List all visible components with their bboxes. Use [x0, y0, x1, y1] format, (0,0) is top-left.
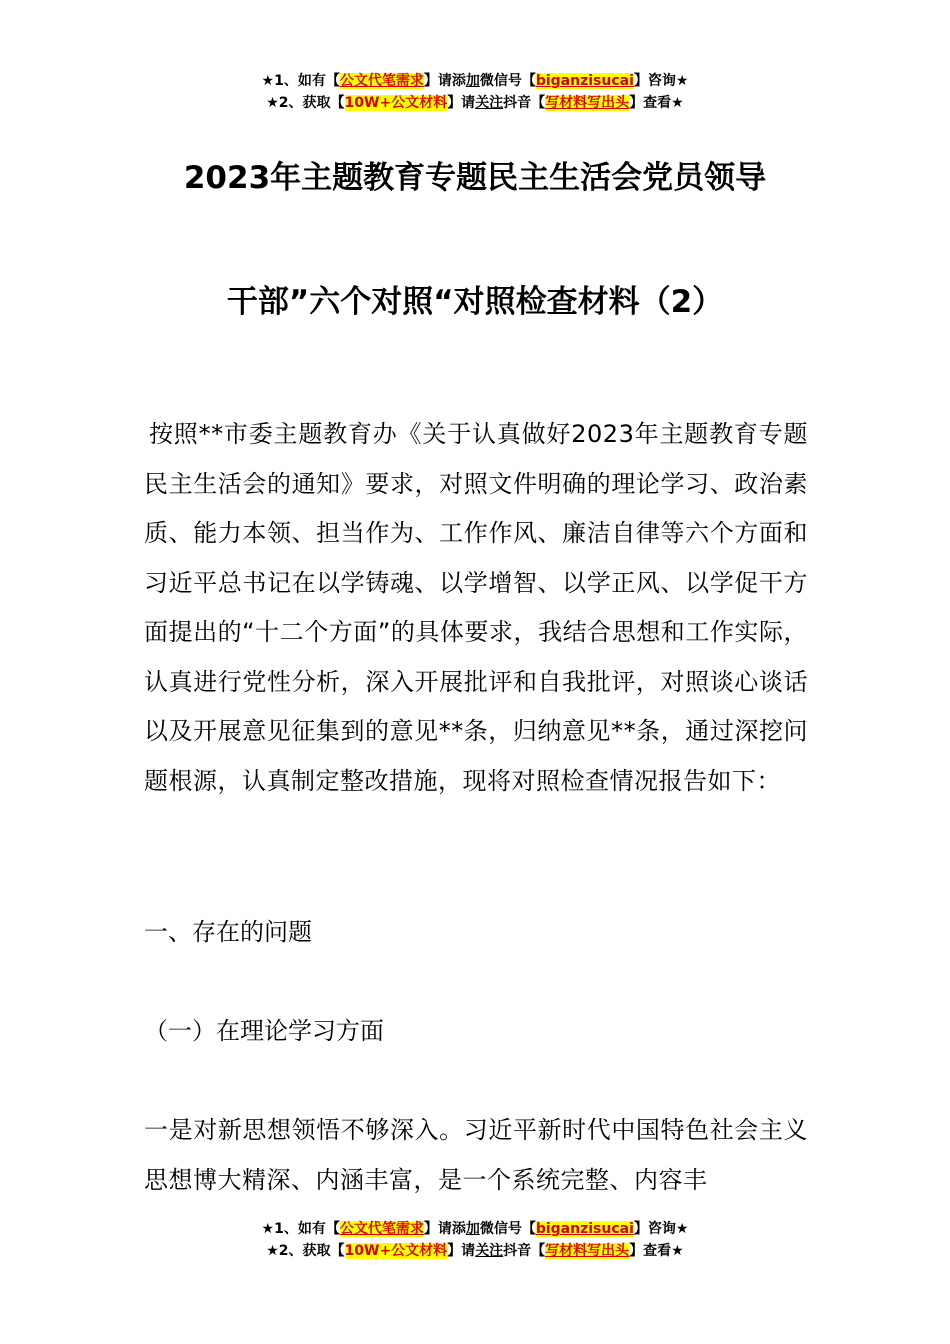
subsection-heading: （一）在理论学习方面 [144, 1017, 384, 1045]
promo-text: 抖音【 [503, 95, 546, 111]
promo-text: 】请 [447, 95, 476, 111]
promo-douyin-id: 写材料写出头 [545, 95, 630, 111]
promo-text: 抖音【 [503, 1243, 546, 1259]
promo-text: ★1、如有【 [261, 73, 340, 89]
document-title-line-2: 干部”六个对照“对照检查材料（2） [226, 284, 724, 320]
promo-text: ★2、获取【 [266, 1243, 345, 1259]
promo-highlight: 10W+公文材料 [344, 1243, 448, 1259]
body-paragraph: 一是对新思想领悟不够深入。习近平新时代中国特色社会主义思想博大精深、内涵丰富，是一个系统完整、内容丰 [144, 1116, 808, 1194]
promo-line-2 [0, 1240, 950, 1262]
promo-text: 】咨询★ [633, 1221, 689, 1237]
bottom-promo-banner [0, 1218, 950, 1262]
intro-paragraph: 按照**市委主题教育办《关于认真做好2023年主题教育专题民主生活会的通知》要求，对照文件明确的理论学习、政治素质、能力本领、担当作为、工作作风、廉洁自律等六个方面和习近平总书记在以学铸魂、以学增智、以学正风、以学促干方面提出的“十二个方面”的具体要求，我结合思想和工作实际，认真进行党性分析，深入开展批评和自我批评，对照谈心谈话以及开展意见征集到的意见**条，归纳意见**条，通过深挖问题根源，认真制定整改措施，现将对照检查情况报告如下： [144, 420, 808, 795]
promo-line-2 [0, 92, 950, 114]
promo-emphasis: 加 [465, 1221, 480, 1237]
promo-text: 】查看★ [629, 1243, 684, 1259]
top-promo-banner [0, 70, 950, 114]
promo-text: 】请添 [423, 1221, 466, 1237]
promo-emphasis: 加 [465, 73, 480, 89]
promo-text: 微信号【 [479, 73, 536, 89]
section-heading: 一、存在的问题 [144, 918, 312, 946]
promo-text: 】咨询★ [633, 73, 689, 89]
promo-douyin-id: 写材料写出头 [545, 1243, 630, 1259]
promo-emphasis: 关注 [475, 95, 504, 111]
promo-text: 微信号【 [479, 1221, 536, 1237]
document-title-line-1: 2023年主题教育专题民主生活会党员领导 [183, 160, 767, 196]
promo-highlight: 10W+公文材料 [344, 95, 448, 111]
promo-text: ★1、如有【 [261, 1221, 340, 1237]
promo-text: 】请 [447, 1243, 476, 1259]
promo-line-1 [0, 1218, 950, 1240]
promo-text: 】查看★ [629, 95, 684, 111]
promo-emphasis: 关注 [475, 1243, 504, 1259]
promo-text: ★2、获取【 [266, 95, 345, 111]
promo-wechat-id: biganzisucai [535, 73, 634, 89]
promo-line-1 [0, 70, 950, 92]
promo-highlight: 公文代笔需求 [339, 73, 424, 89]
promo-highlight: 公文代笔需求 [339, 1221, 424, 1237]
promo-wechat-id: biganzisucai [535, 1221, 634, 1237]
promo-text: 】请添 [423, 73, 466, 89]
